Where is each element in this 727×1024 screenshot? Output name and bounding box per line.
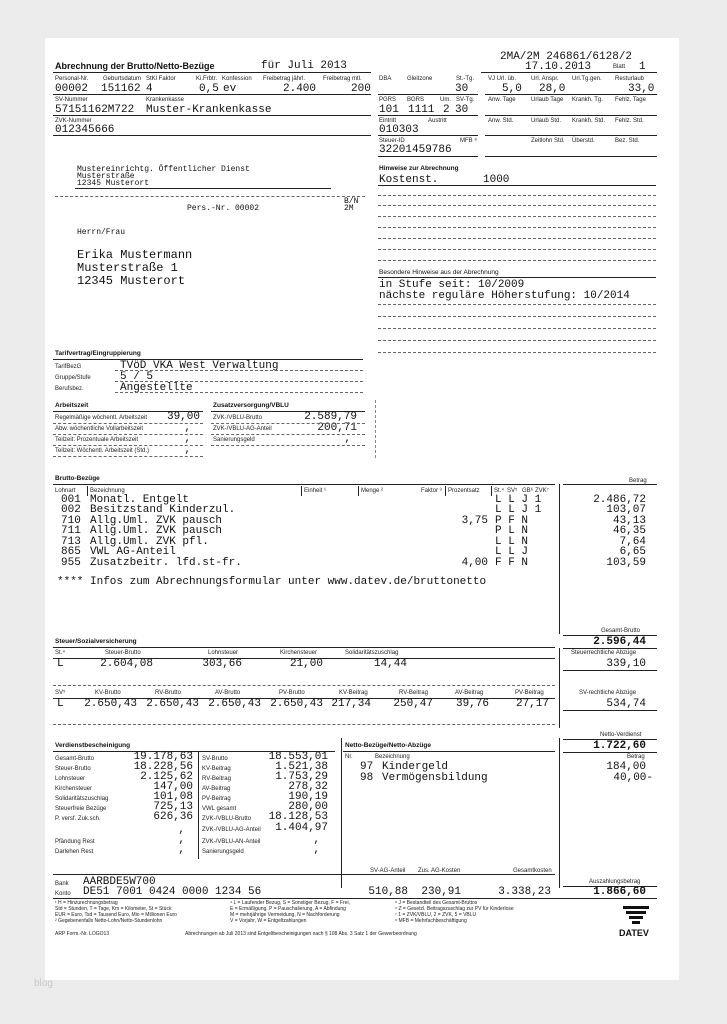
- gesamtkosten: 3.338,23: [498, 886, 551, 898]
- lbl-gleit: Gleitzone: [407, 76, 433, 82]
- zusag-label: Zus. AG-Kosten: [418, 868, 461, 874]
- lbl-urltg: Url.Tg.gen.: [572, 76, 602, 82]
- svtg: 30: [455, 104, 469, 116]
- lohnsteuer: 303,66: [202, 658, 242, 670]
- row-flags: L L J: [495, 546, 529, 558]
- fn-3: EUR = Euro, Tsd = Tausend Euro, Mio = Millionen Euro: [55, 912, 177, 918]
- fn-1: ¹ H = Hinzurechnungsbetrag: [55, 900, 118, 906]
- datev-logo-text: DATEV: [619, 928, 649, 938]
- lbl-svnr: SV-Nummer: [55, 97, 88, 103]
- sv-abz: 534,74: [606, 698, 646, 710]
- netto-label: Netto-Bezüge/Netto-Abzüge: [345, 742, 431, 749]
- tarif-v2: 5 / 5: [120, 371, 154, 383]
- pers-nr: Pers.-Nr. 00002: [187, 204, 260, 213]
- row-flags: L L J 1: [495, 494, 542, 506]
- tarif-v1: TVöD VKA West Verwaltung: [120, 360, 279, 372]
- lbl-pgrs: PGRS: [379, 97, 397, 103]
- col-av-beitrag: AV-Beitrag: [455, 690, 484, 696]
- row-betrag: 2.486,72: [593, 494, 646, 506]
- zvk-l0: ZVK-/VBLU-Brutto: [213, 415, 263, 421]
- az-l1: Abw. wöchentliche Vollarbeitszeit: [55, 426, 144, 432]
- verdienst-label: Verdienstbescheinigung: [55, 742, 131, 749]
- lbl-kk: Krankenkasse: [146, 97, 185, 103]
- lbl-fb-jahr: Freibetrag jährl.: [263, 76, 306, 82]
- vd-r-l8: ZVK-/VBLU-AN-Anteil: [202, 839, 261, 845]
- vd-r-v2: 1.753,29: [275, 771, 328, 783]
- kifr: 0,5: [199, 83, 219, 95]
- sv-label: SV⁵: [55, 690, 66, 696]
- svag: 510,88: [368, 886, 408, 898]
- tarif-l3: Berufsbez.: [55, 386, 84, 392]
- row-betrag: 103,59: [606, 557, 646, 569]
- recipient-street: Musterstraße 1: [77, 261, 178, 275]
- vd-r-v6: 18.128,53: [268, 811, 328, 823]
- netto-verdienst-label: Netto-Verdienst: [600, 732, 642, 738]
- row-bez: Besitzstand Kinderzul.: [90, 504, 236, 516]
- row-lohnart: 955: [61, 557, 81, 569]
- netto-nr-label: Nr.: [345, 754, 353, 760]
- row-bez: Allg.Uml. ZVK pfl.: [90, 536, 209, 548]
- row-bez: Allg.Uml. ZVK pausch: [90, 525, 223, 537]
- um: 2: [443, 104, 450, 116]
- row-bez: VWL AG-Anteil: [90, 546, 176, 558]
- netto-bez: Vermögensbildung: [382, 772, 488, 784]
- rv-beitrag: 250,47: [393, 698, 433, 710]
- lbl-fb-mon: Freibetrag mtl.: [323, 76, 362, 82]
- vd-r-l1: KV-Beitrag: [202, 766, 231, 772]
- lbl-anwtage: Anw. Tage: [488, 97, 516, 103]
- col-gb: GB⁶: [522, 488, 534, 494]
- zvk-v0: 2.589,79: [304, 411, 357, 423]
- fn-8: V = Vorjahr, W = Entgeltzahlungen: [230, 918, 307, 924]
- row-lohnart: 711: [61, 525, 81, 537]
- lbl-dba: DBA: [379, 76, 392, 82]
- period: für Juli 2013: [261, 60, 347, 72]
- fn-4: ² Gegebenenfalls Netto-Lohn/Netto-Stundenlohn: [55, 918, 163, 924]
- vd-r-v1: 1.521,38: [275, 761, 328, 773]
- vd-r-l7: ZVK-/VBLU-AG-Anteil: [202, 827, 261, 833]
- lbl-ueber: Überstd.: [572, 138, 595, 144]
- pv-beitrag: 27,17: [515, 698, 549, 710]
- gesamt-value: 2.596,44: [593, 636, 646, 648]
- vd-l3: Kirchensteuer: [55, 786, 93, 792]
- recipient-name: Erika Mustermann: [77, 248, 193, 262]
- netto-bez-label: Bezeichnung: [375, 754, 410, 760]
- fn-5: ⁴ L = Laufender Bezug, S = Sonstiger Bezug, F = Frei,: [230, 900, 350, 906]
- steuer-id: 32201459786: [379, 144, 452, 156]
- st-label: St.⁴: [55, 650, 65, 656]
- svnr: 57151162M722: [55, 104, 135, 116]
- vd-v5: 725,13: [153, 801, 193, 813]
- return-label: Hinweise zur Abrechnung: [379, 165, 459, 172]
- rv-brutto: 2.650,43: [146, 698, 199, 710]
- lbl-konf: Konfession: [222, 76, 252, 82]
- zvk-nr: 012345666: [55, 124, 115, 136]
- az-v3: ,: [184, 444, 191, 456]
- geb: 151162: [101, 83, 141, 95]
- lbl-resturl: Resturlaub: [615, 76, 645, 82]
- netto-nr: 98: [360, 772, 374, 784]
- lbl-fehlstd: Fehlz. Std.: [615, 118, 644, 124]
- az-v1: ,: [184, 422, 191, 434]
- col-proz: Prozentsatz: [448, 488, 480, 494]
- note-line2: nächste reguläre Höherstufung: 10/2014: [379, 290, 630, 302]
- col-betrag: Betrag: [629, 478, 647, 484]
- st-value: L: [57, 658, 64, 670]
- konf: ev: [223, 83, 237, 95]
- col-av-brutto: AV-Brutto: [215, 690, 241, 696]
- note-line1: in Stufe seit: 10/2009: [379, 279, 525, 291]
- kirchensteuer: 21,00: [289, 658, 323, 670]
- row-proz: 3,75: [461, 515, 488, 527]
- soli: 14,44: [373, 658, 407, 670]
- lbl-bgrs: BGRS: [407, 97, 425, 103]
- col-kirchensteuer: Kirchensteuer: [280, 650, 318, 656]
- kv-brutto: 2.650,43: [84, 698, 137, 710]
- vd-v2: 2.125,62: [140, 771, 193, 783]
- vd-l9: Darlehen Rest: [55, 849, 94, 855]
- watermark: blog: [34, 978, 53, 989]
- lbl-geb: Geburtsdatum: [103, 76, 142, 82]
- sheet-no: 1: [639, 61, 646, 73]
- bank-label: Bank: [55, 881, 69, 887]
- col-kv-beitrag: KV-Beitrag: [339, 690, 368, 696]
- lbl-stkl: StKl Faktor: [146, 76, 176, 82]
- vd-v0: 19.178,63: [133, 751, 193, 763]
- sender-line2: Musterstraße: [77, 172, 135, 181]
- vjurl: 5,0: [502, 83, 522, 95]
- vd-v6: 626,36: [153, 811, 193, 823]
- av-beitrag: 39,76: [455, 698, 489, 710]
- lbl-anwstd: Anw. Std.: [488, 118, 514, 124]
- row-flags: L L J 1: [495, 504, 542, 516]
- gesamt-label: Gesamt-Brutto: [601, 628, 641, 634]
- special-label: Besondere Hinweise aus der Abrechnung: [379, 269, 499, 276]
- vd-r-v7: 1.404,97: [275, 822, 328, 834]
- fn-2: Std = Stunden, T = Tage, Km = Kilometer, St = Stück: [55, 906, 172, 912]
- zvk-label: Zusatzversorgung/VBLU: [213, 402, 289, 409]
- lbl-austritt: Austritt: [428, 118, 447, 124]
- pgrs: 101: [379, 104, 399, 116]
- vd-r-l3: AV-Beitrag: [202, 786, 231, 792]
- lbl-fehltage: Fehlz. Tage: [615, 97, 646, 103]
- lbl-krkstd: Krankh. Std.: [572, 118, 606, 124]
- sttg: 30: [455, 83, 469, 95]
- vd-v8: ,: [178, 834, 185, 846]
- av-brutto: 2.650,43: [208, 698, 261, 710]
- doc-ref: 2MA/2M 246861/6128/2: [500, 51, 633, 63]
- lbl-urlanspr: Url. Anspr.: [531, 76, 559, 82]
- info-line: **** Infos zum Abrechnungsformular unter www.datev.de/bruttonetto: [57, 576, 487, 588]
- tarif-l1: TarifBezG: [55, 364, 82, 370]
- col-st: St.⁴: [494, 488, 504, 494]
- col-lohnsteuer: Lohnsteuer: [208, 650, 239, 656]
- row-flags: L L N: [495, 536, 529, 548]
- steuer-label: Steuer/Sozialversicherung: [55, 638, 137, 645]
- row-betrag: 46,35: [612, 525, 646, 537]
- lbl-urlstd: Urlaub Std.: [531, 118, 562, 124]
- auszahlung-label: Auszahlungsbetrag: [589, 879, 641, 885]
- lbl-um: Um.: [440, 97, 451, 103]
- vd-l5: Steuerfreie Bezüge: [55, 806, 107, 812]
- steuer-abz: 339,10: [606, 658, 646, 670]
- zvk-l2: Sanierungsgeld: [213, 437, 255, 443]
- az-v0: 39,00: [166, 411, 200, 423]
- col-rv-brutto: RV-Brutto: [155, 690, 181, 696]
- steuer-abz-label: Steuerrechtliche Abzüge: [571, 650, 637, 656]
- lbl-vjurl: VJ Url. üb.: [488, 76, 517, 82]
- fn-10: ⁶ Z = Gesetzl. Beitragszuschlag zur PV für Kinderlose: [395, 906, 514, 912]
- fn-6: E = Ermäßigung, P = Pauschalierung, A = Abfindung: [230, 906, 346, 912]
- konto-label: Konto: [55, 891, 71, 897]
- vd-l8: Pfändung Rest: [55, 839, 95, 845]
- code-top: B/N: [344, 197, 359, 206]
- col-soli: Solidaritätszuschlag: [345, 650, 399, 656]
- fn-12: ⁸ MFB = Mehrfachbeschäftigung: [395, 918, 467, 924]
- row-bez: Zusatzbeitr. lfd.st-fr.: [90, 557, 242, 569]
- vd-v1: 18.228,56: [133, 761, 193, 773]
- lbl-urltage: Urlaub Tage: [531, 97, 564, 103]
- tarif-v3: Angestellte: [120, 382, 193, 394]
- krankenkasse: Muster-Krankenkasse: [146, 104, 272, 116]
- zvk-v2: ,: [344, 433, 351, 445]
- fn-9: ⁵ J = Bestandteil des Gesamt-Bruttos: [395, 900, 478, 906]
- lbl-zeitl: Zeitlohn Std.: [531, 138, 565, 144]
- row-proz: 4,00: [461, 557, 488, 569]
- eintritt: 010303: [379, 124, 419, 136]
- vd-r-v5: 280,00: [288, 801, 328, 813]
- sender-line1: Mustereinrichtg. Öffentlicher Dienst: [77, 165, 250, 174]
- arbeitszeit-label: Arbeitszeit: [55, 402, 89, 409]
- col-bez: Bezeichnung: [90, 488, 125, 494]
- doc-title: Abrechnung der Brutto/Netto-Bezüge: [55, 61, 215, 71]
- lbl-mfb: MFB ⁸: [460, 138, 477, 144]
- tarif-label: Tarifvertrag/Eingruppierung: [55, 350, 141, 357]
- vd-r-v8: ,: [313, 834, 320, 846]
- vd-v7: ,: [178, 824, 185, 836]
- vd-r-l0: SV-Brutto: [202, 756, 228, 762]
- col-lohnart: Lohnart: [55, 488, 76, 494]
- az-v2: ,: [184, 433, 191, 445]
- datev-logo-icon: [623, 906, 649, 928]
- row-lohnart: 002: [61, 504, 81, 516]
- netto-bez: Kindergeld: [382, 761, 449, 773]
- salutation: Herrn/Frau: [77, 228, 126, 237]
- row-bez: Monatl. Entgelt: [90, 494, 190, 506]
- vd-r-l5: VWL gesamt: [202, 806, 237, 812]
- payslip-sheet: [45, 38, 679, 980]
- vd-l0: Gesamt-Brutto: [55, 756, 95, 762]
- fb-jahr: 2.400: [283, 83, 317, 95]
- steuer-brutto: 2.604,08: [100, 658, 153, 670]
- return-key: Kostenst.: [379, 174, 439, 186]
- netto-verdienst: 1.722,60: [593, 740, 646, 752]
- zvk-l1: ZVK-/VBLU-AG-Anteil: [213, 426, 272, 432]
- col-pv-beitrag: PV-Beitrag: [515, 690, 544, 696]
- code-bottom: 2M: [344, 204, 354, 213]
- col-kv-brutto: KV-Brutto: [95, 690, 121, 696]
- row-flags: P F N: [495, 515, 529, 527]
- fn-11: ⁷ 1 = ZVK/VBLU, 2 = ZVK, 5 = VBLU: [395, 912, 477, 918]
- pv-brutto: 2.650,43: [270, 698, 323, 710]
- vd-r-l2: RV-Beitrag: [202, 776, 231, 782]
- return-val: 1000: [483, 174, 510, 186]
- gesamtkosten-label: Gesamtkosten: [513, 868, 552, 874]
- vd-l1: Steuer-Brutto: [55, 766, 91, 772]
- col-faktor: Faktor ³: [421, 488, 442, 494]
- row-flags: P L N: [495, 525, 529, 537]
- fb-mon: 200: [351, 83, 371, 95]
- col-rv-beitrag: RV-Beitrag: [399, 690, 428, 696]
- vd-v3: 147,00: [153, 781, 193, 793]
- lbl-eintritt: Eintritt: [379, 118, 397, 124]
- row-lohnart: 710: [61, 515, 81, 527]
- vd-r-l9: Sanierungsgeld: [202, 849, 244, 855]
- row-lohnart: 865: [61, 546, 81, 558]
- tarif-l2: Gruppe/Stufe: [55, 375, 91, 381]
- doc-date: 17.10.2013: [525, 61, 592, 73]
- col-einheit: Einheit ¹: [304, 488, 327, 494]
- lbl-bezstd: Bez. Std.: [615, 138, 640, 144]
- form-no: ARP Form.-Nr. LOGO13: [55, 931, 110, 937]
- lbl-zvk: ZVK-Nummer: [55, 118, 92, 124]
- vd-v4: 101,08: [153, 791, 193, 803]
- row-betrag: 7,64: [619, 536, 646, 548]
- row-flags: F F N: [495, 557, 529, 569]
- auszahlung: 1.866,60: [593, 886, 646, 898]
- bgrs: 1111: [408, 104, 435, 116]
- vd-r-v9: ,: [313, 844, 320, 856]
- lbl-sttg: St.-Tg.: [456, 76, 475, 82]
- row-bez: Allg.Uml. ZVK pausch: [90, 515, 223, 527]
- sv-value: L: [57, 698, 64, 710]
- col-pv-brutto: PV-Brutto: [279, 690, 305, 696]
- vd-l6: P. versf. Zuk.sch.: [55, 816, 101, 822]
- stkl: 4: [146, 83, 153, 95]
- row-betrag: 43,13: [612, 515, 646, 527]
- sv-abz-label: SV-rechtliche Abzüge: [579, 690, 637, 696]
- svag-label: SV-AG-Anteil: [370, 868, 406, 874]
- vd-l2: Lohnsteuer: [55, 776, 86, 782]
- lbl-kifr: Ki.Frbtr.: [196, 76, 218, 82]
- col-sv: SV⁵: [507, 488, 518, 494]
- pnr: 00002: [55, 83, 89, 95]
- kv-beitrag: 217,34: [331, 698, 371, 710]
- sender-line3: 12345 Musterort: [77, 179, 150, 188]
- row-betrag: 103,07: [606, 504, 646, 516]
- lbl-pnr: Personal-Nr.: [55, 76, 89, 82]
- sheet-label: Blatt: [613, 64, 626, 70]
- lbl-svtg: SV-Tg.: [456, 97, 475, 103]
- netto-betrag-label: Betrag: [627, 754, 645, 760]
- vd-r-l6: ZVK-/VBLU-Brutto: [202, 816, 252, 822]
- az-l3: Teilzeit: Wöchentl. Arbeitszeit (Std.): [55, 448, 150, 454]
- legal-note: Abrechnungen ab Juli 2013 sind Entgeltbescheinigungen nach § 108 Abs. 3 Satz 1 der Gewerbeordnung: [185, 931, 417, 937]
- resturl: 33,0: [628, 83, 655, 95]
- col-zvk: ZVK⁷: [535, 488, 549, 494]
- vd-r-v4: 190,19: [288, 791, 328, 803]
- row-betrag: 6,65: [619, 546, 646, 558]
- az-l2: Teilzeit: Prozentuale Arbeitszeit: [55, 437, 139, 443]
- col-menge: Menge ²: [361, 488, 384, 494]
- brutto-label: Brutto-Bezüge: [55, 475, 100, 482]
- vd-r-v3: 278,32: [288, 781, 328, 793]
- fn-7: M = mehrjährige Vermeidung, N = Nachforderung: [230, 912, 340, 918]
- lbl-stid: Steuer-ID: [379, 138, 405, 144]
- bank-bic: AARBDE5W700: [83, 876, 156, 888]
- netto-betrag: 40,00-: [613, 772, 653, 784]
- vd-v9: ,: [178, 844, 185, 856]
- netto-betrag: 184,00: [606, 761, 646, 773]
- recipient-city: 12345 Musterort: [77, 274, 186, 288]
- urlanspr: 28,0: [539, 83, 566, 95]
- vd-l4: Solidaritätszuschlag: [55, 796, 109, 802]
- az-l0: Regelmäßige wöchentl. Arbeitszeit: [55, 415, 148, 421]
- row-lohnart: 713: [61, 536, 81, 548]
- zusag: 230,91: [421, 886, 461, 898]
- vd-r-l4: PV-Beitrag: [202, 796, 231, 802]
- col-steuer-brutto: Steuer-Brutto: [105, 650, 141, 656]
- lbl-krktg: Krankh. Tg.: [572, 97, 603, 103]
- bank-iban: DE51 7001 0424 0000 1234 56: [83, 886, 262, 898]
- vd-r-v0: 18.553,01: [268, 751, 328, 763]
- row-lohnart: 001: [61, 494, 81, 506]
- netto-nr: 97: [360, 761, 374, 773]
- zvk-v1: 200,71: [317, 422, 357, 434]
